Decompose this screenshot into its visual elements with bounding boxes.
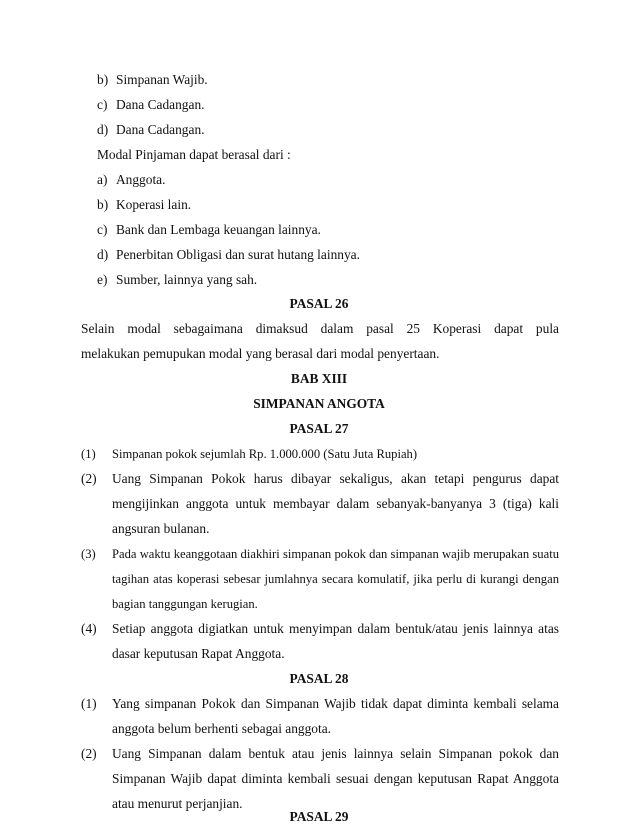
item-text: dasar keputusan Rapat Anggota.: [112, 646, 285, 661]
item-text: angsuran bulanan.: [112, 521, 210, 536]
chapter-title: SIMPANAN ANGOTA: [253, 396, 385, 411]
list-text: Penerbitan Obligasi dan surat hutang lainnya.: [116, 247, 360, 262]
section-heading: PASAL 29: [289, 809, 349, 824]
list-label: b): [97, 72, 109, 87]
list-label: c): [97, 97, 108, 112]
item-number: (3): [81, 547, 96, 561]
list-text: Simpanan Wajib.: [116, 72, 208, 87]
chapter-heading: BAB XIII: [290, 371, 348, 386]
item-text: Setiap anggota digiatkan untuk menyimpan dalam bentuk/atau jenis lainnya atas: [112, 621, 559, 636]
section-heading: PASAL 26: [289, 296, 349, 311]
item-number: (1): [81, 696, 97, 711]
item-text: Uang Simpanan Pokok harus dibayar sekaligus, akan tetapi pengurus dapat: [112, 471, 559, 486]
list-text: Dana Cadangan.: [116, 97, 205, 112]
list-label: d): [97, 122, 109, 137]
list-label: d): [97, 247, 109, 262]
item-number: (4): [81, 621, 97, 636]
list-label: e): [97, 272, 108, 287]
item-text: bagian tanggungan kerugian.: [112, 597, 258, 611]
list-label: c): [97, 222, 108, 237]
item-text: anggota belum berhenti sebagai anggota.: [112, 721, 332, 736]
item-text: tagihan atas koperasi sebesar jumlahnya secara komulatif, jika perlu di kurangi dengan: [112, 572, 559, 586]
item-text: Yang simpanan Pokok dan Simpanan Wajib tidak dapat diminta kembali selama: [112, 696, 559, 711]
list-label: b): [97, 197, 109, 212]
item-number: (2): [81, 471, 97, 486]
list-text: Bank dan Lembaga keuangan lainnya.: [116, 222, 321, 237]
item-text: Pada waktu keanggotaan diakhiri simpanan pokok dan simpanan wajib merupakan suatu: [112, 547, 559, 561]
section-heading: PASAL 27: [289, 421, 349, 436]
item-text: mengijinkan anggota untuk membayar dalam sebanyak-banyanya 3 (tiga) kali: [112, 496, 559, 511]
item-text: atau menurut perjanjian.: [112, 796, 243, 811]
item-text: Simpanan Wajib dapat diminta kembali sesuai dengan keputusan Rapat Anggota: [112, 771, 559, 786]
section-heading: PASAL 28: [289, 671, 349, 686]
pasal26-line2: melakukan pemupukan modal yang berasal dari modal penyertaan.: [81, 346, 440, 361]
list-text: Dana Cadangan.: [116, 122, 205, 137]
list-label: a): [97, 172, 108, 187]
list-text: Sumber, lainnya yang sah.: [116, 272, 258, 287]
pasal26-line1: Selain modal sebagaimana dimaksud dalam pasal 25 Koperasi dapat pula: [81, 321, 559, 336]
item-text: Uang Simpanan dalam bentuk atau jenis lainnya selain Simpanan pokok dan: [112, 746, 559, 761]
list-text: Koperasi lain.: [116, 197, 192, 212]
list-text: Anggota.: [116, 172, 166, 187]
modal-pinjaman-text: Modal Pinjaman dapat berasal dari :: [97, 147, 291, 162]
item-number: (1): [81, 447, 96, 461]
item-number: (2): [81, 746, 97, 761]
item-text: Simpanan pokok sejumlah Rp. 1.000.000 (Satu Juta Rupiah): [112, 447, 418, 461]
